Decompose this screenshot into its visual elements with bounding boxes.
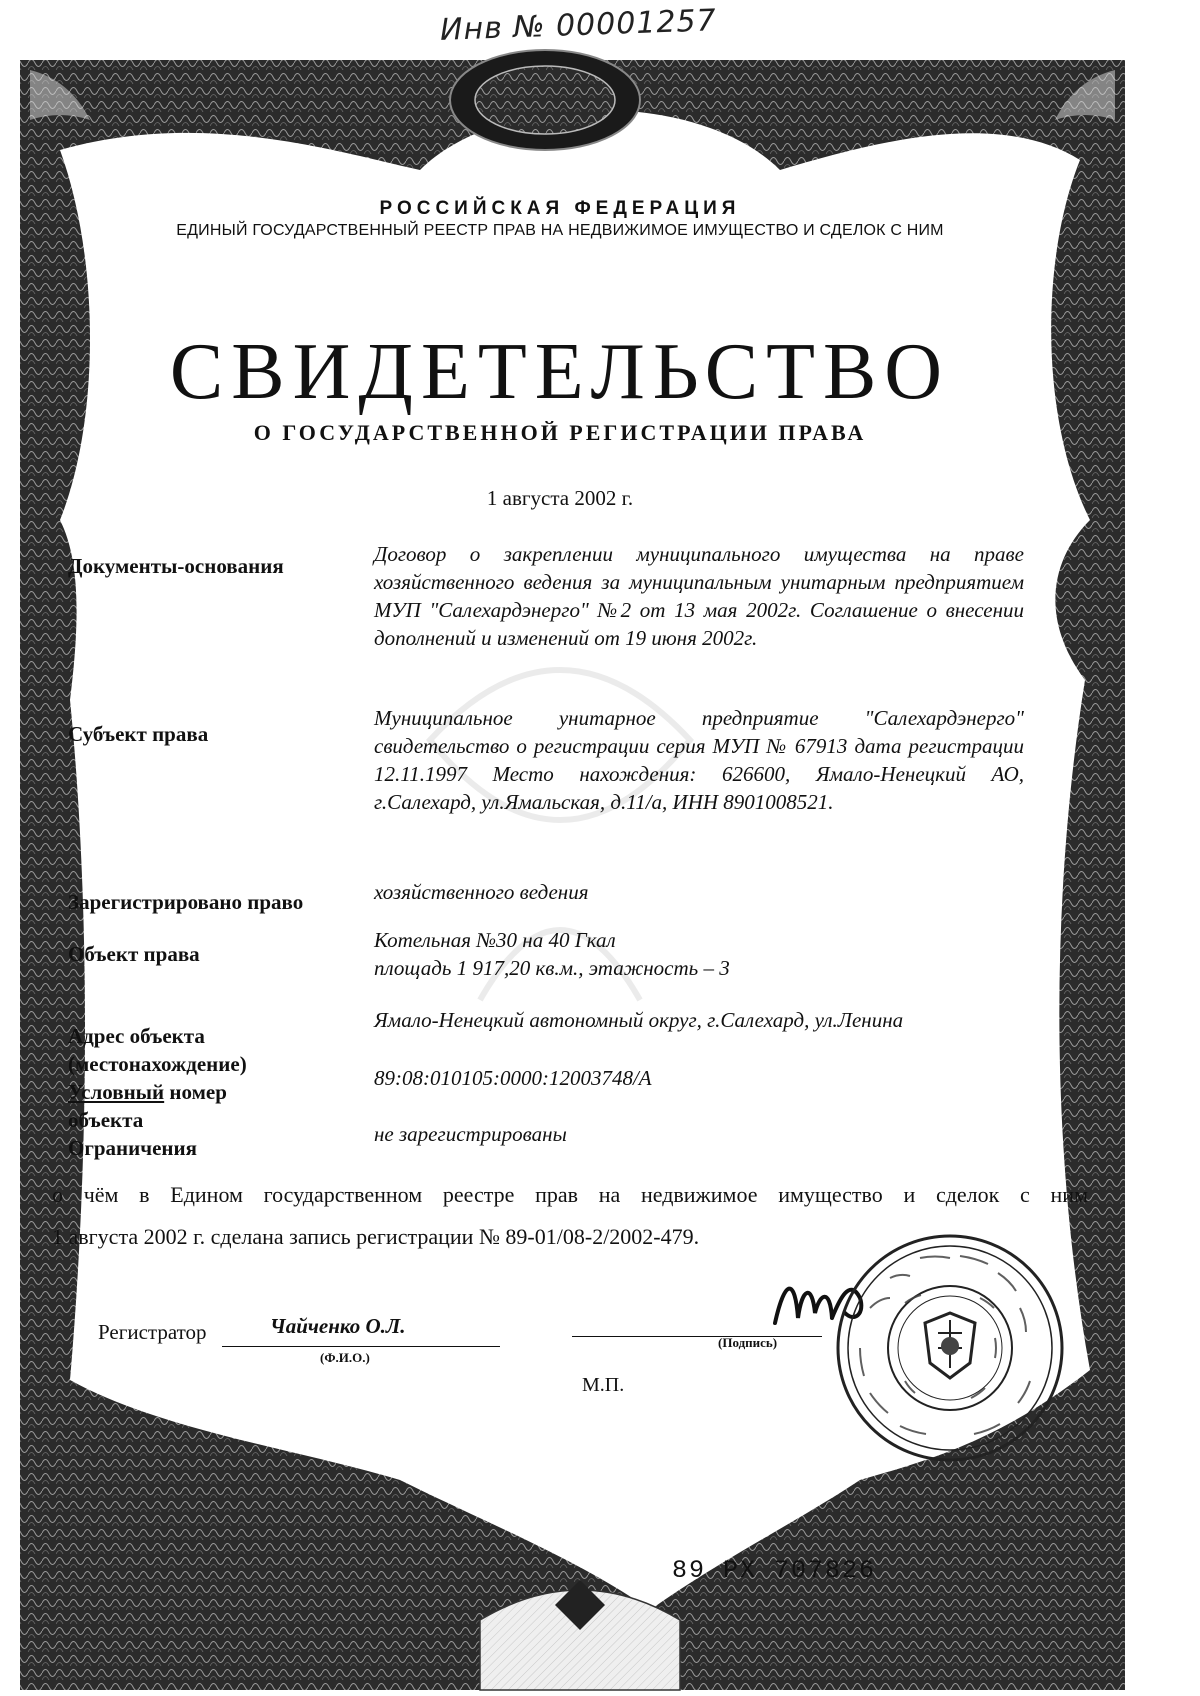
- restrictions-label: Ограничения: [68, 1136, 197, 1160]
- record-line1: о чём в Едином государственном реестре прав на недвижимое имущество и сделок с ним: [52, 1182, 1088, 1207]
- handwritten-inventory-note: Инв № 00001257: [439, 3, 718, 48]
- registrar-label: Регистратор: [98, 1320, 207, 1344]
- documents-value: Договор о закреплении муниципального имущества на праве хозяйственного ведения за муниципальным унитарным предприятием МУП "Салехардэнерго" №2 от 13 мая 2002г. Соглашение о внесении дополнений и изменений от 19 июня 2002г.: [374, 542, 1024, 650]
- official-seal: [830, 1228, 1070, 1468]
- right-label: Зарегистрировано право: [68, 890, 304, 914]
- cadastral-label-word2: номер: [169, 1080, 227, 1104]
- fio-underline: [222, 1346, 500, 1347]
- documents-label: Документы-основания: [68, 554, 284, 578]
- cadastral-label-word1: Условный: [68, 1080, 165, 1104]
- subject-value: Муниципальное унитарное предприятие "Салехардэнерго" свидетельство о регистрации серия МУП № 67913 дата регистрации 12.11.1997 Место нахождения: 626600, Ямало-Ненецкий АО, г.Салехард, ул.Ямальская, д.11/а, ИНН 8901008521.: [374, 706, 1024, 814]
- address-value: Ямало-Ненецкий автономный округ, г.Салехард, ул.Ленина: [374, 1008, 904, 1032]
- cadastral-label-line2: объекта: [68, 1108, 144, 1132]
- object-value-line1: Котельная №30 на 40 Гкал: [374, 928, 616, 952]
- issue-date: 1 августа 2002 г.: [486, 486, 634, 510]
- fio-caption: (Ф.И.О.): [320, 1350, 370, 1365]
- cadastral-value: 89:08:010105:0000:12003748/А: [374, 1066, 652, 1090]
- record-line2: 1 августа 2002 г. сделана запись регистрации № 89-01/08-2/2002-479.: [52, 1224, 700, 1249]
- stamp-place-label: М.П.: [582, 1374, 625, 1396]
- address-label-line1: Адрес объекта: [68, 1024, 205, 1048]
- registrar-name: Чайченко О.Л.: [270, 1314, 406, 1338]
- restrictions-value: не зарегистрированы: [374, 1122, 567, 1146]
- header-country: РОССИЙСКАЯ ФЕДЕРАЦИЯ: [379, 198, 741, 219]
- signature-caption: (Подпись): [718, 1335, 778, 1350]
- subject-label: Субъект права: [68, 722, 209, 746]
- address-label-line2: (местонахождение): [68, 1052, 247, 1076]
- cadastral-label: [68, 1078, 227, 1107]
- certificate-subtitle: О ГОСУДАРСТВЕННОЙ РЕГИСТРАЦИИ ПРАВА: [253, 420, 867, 445]
- right-value: хозяйственного ведения: [374, 880, 589, 904]
- certificate-title: СВИДЕТЕЛЬСТВО: [169, 328, 951, 416]
- header-registry: ЕДИНЫЙ ГОСУДАРСТВЕННЫЙ РЕЕСТР ПРАВ НА НЕДВИЖИМОЕ ИМУЩЕСТВО И СДЕЛОК С НИМ: [176, 222, 944, 239]
- form-serial-number: 89 РХ 707826: [672, 1556, 877, 1585]
- object-value-line2: площадь 1 917,20 кв.м., этажность – 3: [374, 956, 730, 980]
- object-label: Объект права: [68, 942, 200, 966]
